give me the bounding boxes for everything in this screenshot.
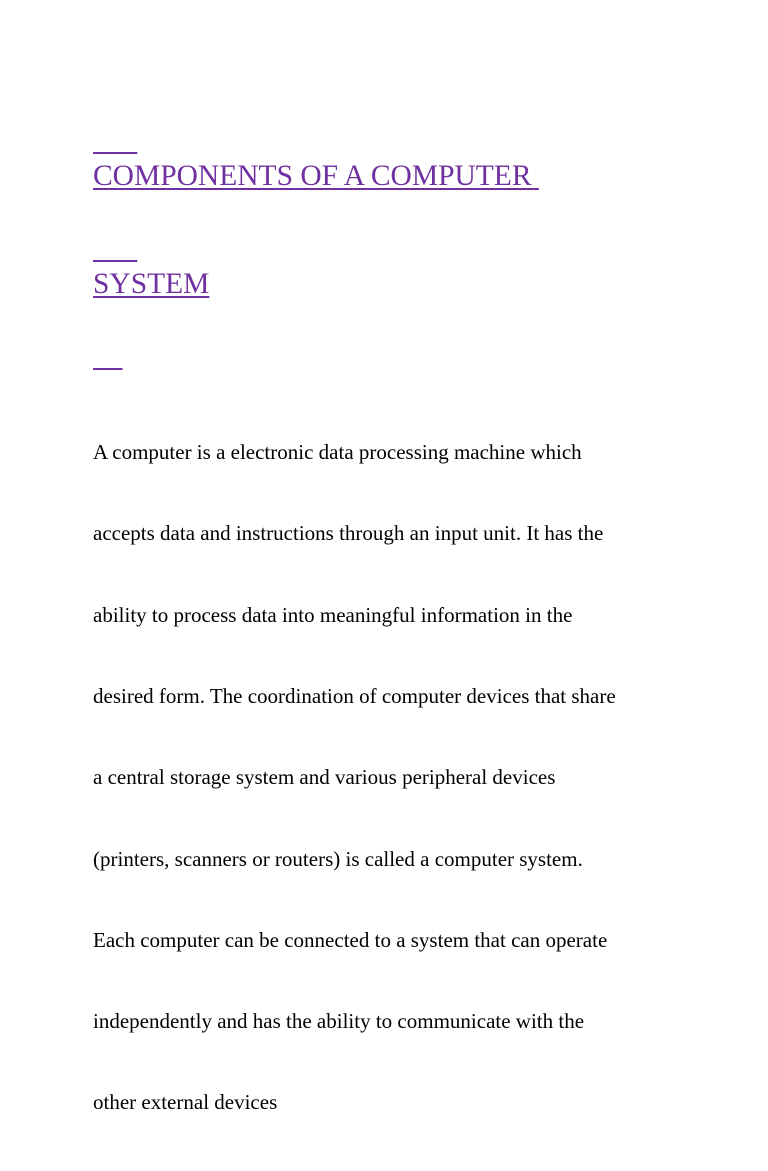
paragraph-line: accepts data and instructions through an input unit. It has the [93, 521, 604, 546]
title-line: COMPONENTS OF A COMPUTER [93, 160, 539, 192]
body-paragraph [93, 385, 683, 1171]
paragraph-line: other external devices [93, 1090, 278, 1115]
title-line: SYSTEM [93, 268, 210, 300]
paragraph-line: A computer is a electronic data processing machine which [93, 440, 582, 465]
paragraph-line: ability to process data into meaningful information in the [93, 602, 573, 627]
document-title [93, 86, 683, 374]
paragraph-line: Each computer can be connected to a system that can operate [93, 927, 608, 952]
paragraph-line: a central storage system and various peripheral devices [93, 765, 556, 790]
paragraph-line: desired form. The coordination of computer devices that share [93, 684, 616, 709]
paragraph-line: independently and has the ability to communicate with the [93, 1009, 585, 1034]
paragraph-line: (printers, scanners or routers) is called a computer system. [93, 846, 583, 871]
page-content [93, 86, 683, 1171]
